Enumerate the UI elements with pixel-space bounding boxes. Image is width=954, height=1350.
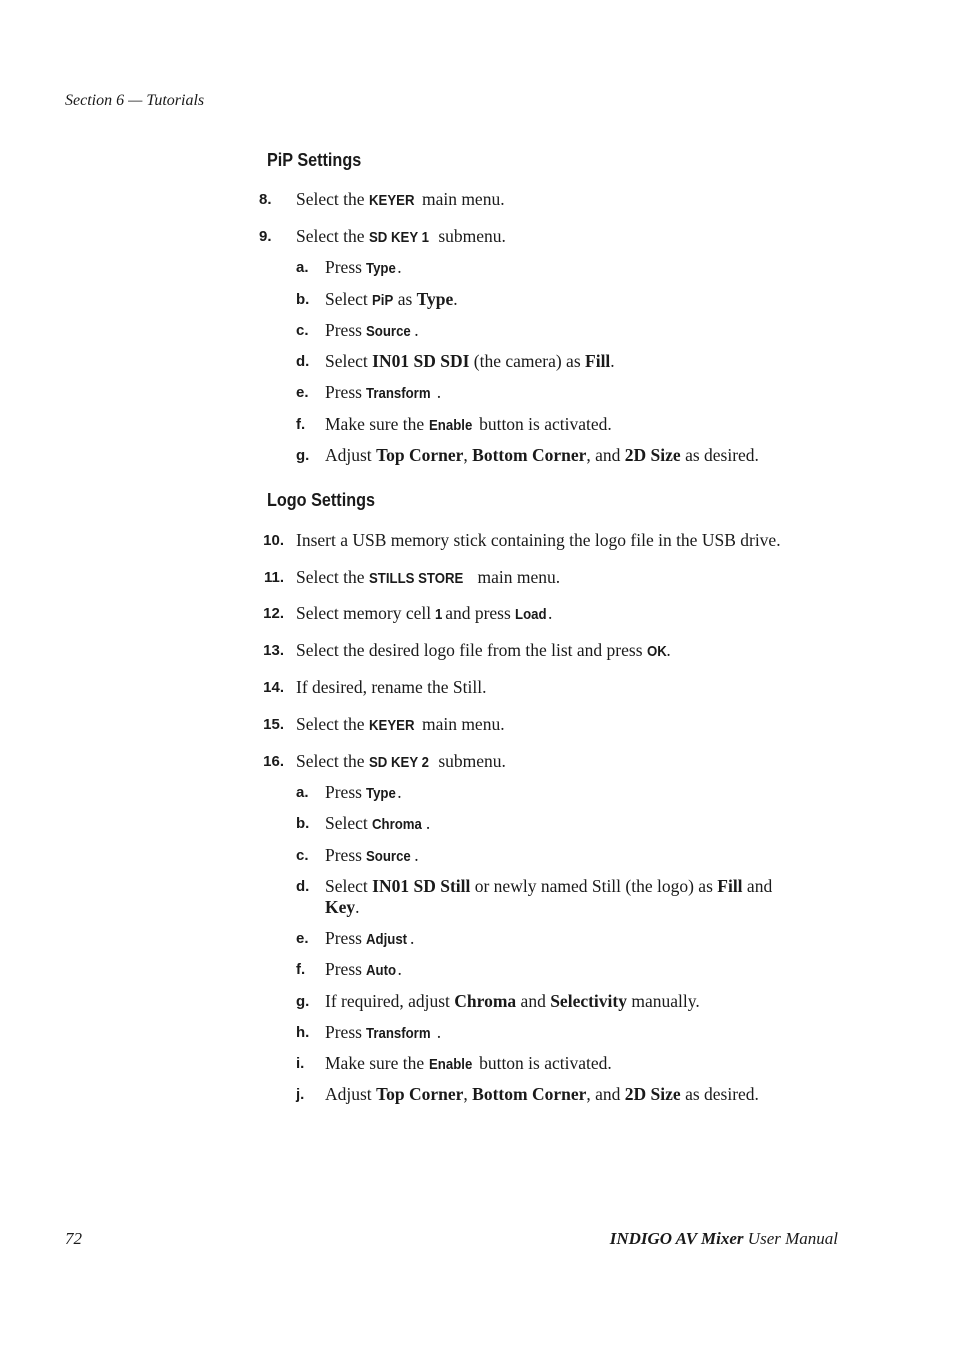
step-text: Select the SD KEY 2 submenu. xyxy=(296,751,506,771)
ui-term-transform: Transform xyxy=(366,1025,431,1042)
step-text: Select the KEYER main menu. xyxy=(296,714,505,734)
step-text: Select the SD KEY 1 submenu. xyxy=(296,226,506,246)
product-name: INDIGO AV Mixer xyxy=(609,1229,744,1248)
substep-text: Press Transform . xyxy=(325,1022,442,1042)
substep-text: Make sure the Enable button is activated. xyxy=(325,1053,612,1073)
ui-term-adjust: Adjust xyxy=(366,931,408,948)
ui-term-load: Load xyxy=(515,606,547,623)
step-number: 9. xyxy=(259,228,272,245)
step-number: 13. xyxy=(263,642,284,659)
substep-text: Adjust Top Corner, Bottom Corner, and 2D Size as desired. xyxy=(325,1084,759,1104)
substep-letter: c. xyxy=(296,322,309,339)
substep-letter: f. xyxy=(296,961,306,978)
step-number: 12. xyxy=(263,605,284,622)
step-text: Select the STILLS STORE main menu. xyxy=(296,567,561,587)
substep-text: Select IN01 SD SDI (the camera) as Fill. xyxy=(325,351,615,371)
ui-term-chroma: Chroma xyxy=(372,816,423,833)
substep-text: If required, adjust Chroma and Selectivity manually. xyxy=(325,991,700,1011)
step-number: 15. xyxy=(263,716,284,733)
substep-text: Press Source . xyxy=(325,320,419,340)
substep-text: Press Auto. xyxy=(325,959,402,979)
ui-term-type: Type xyxy=(366,785,397,802)
substep-text: Press Type. xyxy=(325,257,402,277)
substep-letter: i. xyxy=(296,1055,305,1072)
step-number: 14. xyxy=(263,679,284,696)
step-number: 10. xyxy=(263,532,284,549)
ui-term-keyer: KEYER xyxy=(368,717,415,734)
ui-term-auto: Auto xyxy=(366,962,397,979)
ui-term-stills-store: STILLS STORE xyxy=(368,570,464,587)
substep-text: Select IN01 SD Still or newly named Still (the logo) as Fill and Key. xyxy=(325,876,773,917)
ui-term-cell-1: 1 xyxy=(435,606,443,623)
logo-settings-heading: Logo Settings xyxy=(267,490,375,510)
pip-settings-heading: PiP Settings xyxy=(267,150,362,170)
substep-letter: a. xyxy=(296,784,309,801)
substep-text: Press Adjust . xyxy=(325,928,415,948)
substep-letter: j. xyxy=(296,1086,305,1103)
substep-text: Adjust Top Corner, Bottom Corner, and 2D Size as desired. xyxy=(325,445,759,465)
substep-letter: e. xyxy=(296,930,309,947)
step-text: Select the desired logo file from the list and press OK. xyxy=(296,640,671,660)
running-footer-title xyxy=(610,1229,838,1249)
substep-text: Press Source . xyxy=(325,845,419,865)
step-text: Select memory cell 1 and press Load. xyxy=(296,603,553,623)
step-text: Select the KEYER main menu. xyxy=(296,189,505,209)
substep-letter: e. xyxy=(296,384,309,401)
step-text: Insert a USB memory stick containing the logo file in the USB drive. xyxy=(296,530,781,550)
substep-text: Press Transform . xyxy=(325,382,442,402)
substep-letter: a. xyxy=(296,259,309,276)
substep-text: Make sure the Enable button is activated. xyxy=(325,414,612,434)
substep-letter: d. xyxy=(296,353,310,370)
ui-term-transform: Transform xyxy=(366,385,431,402)
substep-letter: h. xyxy=(296,1024,310,1041)
ui-term-source: Source xyxy=(366,848,412,865)
substep-letter: b. xyxy=(296,291,310,308)
substep-text: Press Type. xyxy=(325,782,402,802)
ui-term-source: Source xyxy=(366,323,412,340)
substep-text: Select Chroma . xyxy=(325,813,431,833)
ui-term-keyer: KEYER xyxy=(368,192,415,209)
substep-text: Select PiP as Type. xyxy=(325,289,458,309)
ui-term-ok: OK xyxy=(646,643,667,660)
step-number: 11. xyxy=(263,569,284,586)
substep-letter: g. xyxy=(296,993,310,1010)
manual-label: User Manual xyxy=(743,1229,838,1248)
running-header: Section 6 — Tutorials xyxy=(65,92,205,109)
substep-letter: b. xyxy=(296,815,310,832)
substep-letter: c. xyxy=(296,847,309,864)
substep-letter: d. xyxy=(296,878,310,895)
ui-term-pip: PiP xyxy=(372,292,394,309)
ui-term-sd-key-1: SD KEY 1 xyxy=(368,229,429,246)
step-text: If desired, rename the Still. xyxy=(296,677,487,697)
ui-term-type: Type xyxy=(366,260,397,277)
page-number: 72 xyxy=(65,1229,82,1248)
substep-letter: g. xyxy=(296,447,310,464)
ui-term-enable: Enable xyxy=(428,1056,472,1073)
step-number: 16. xyxy=(263,753,284,770)
substep-letter: f. xyxy=(296,416,306,433)
ui-term-enable: Enable xyxy=(428,417,472,434)
ui-term-sd-key-2: SD KEY 2 xyxy=(368,754,429,771)
step-number: 8. xyxy=(259,191,272,208)
